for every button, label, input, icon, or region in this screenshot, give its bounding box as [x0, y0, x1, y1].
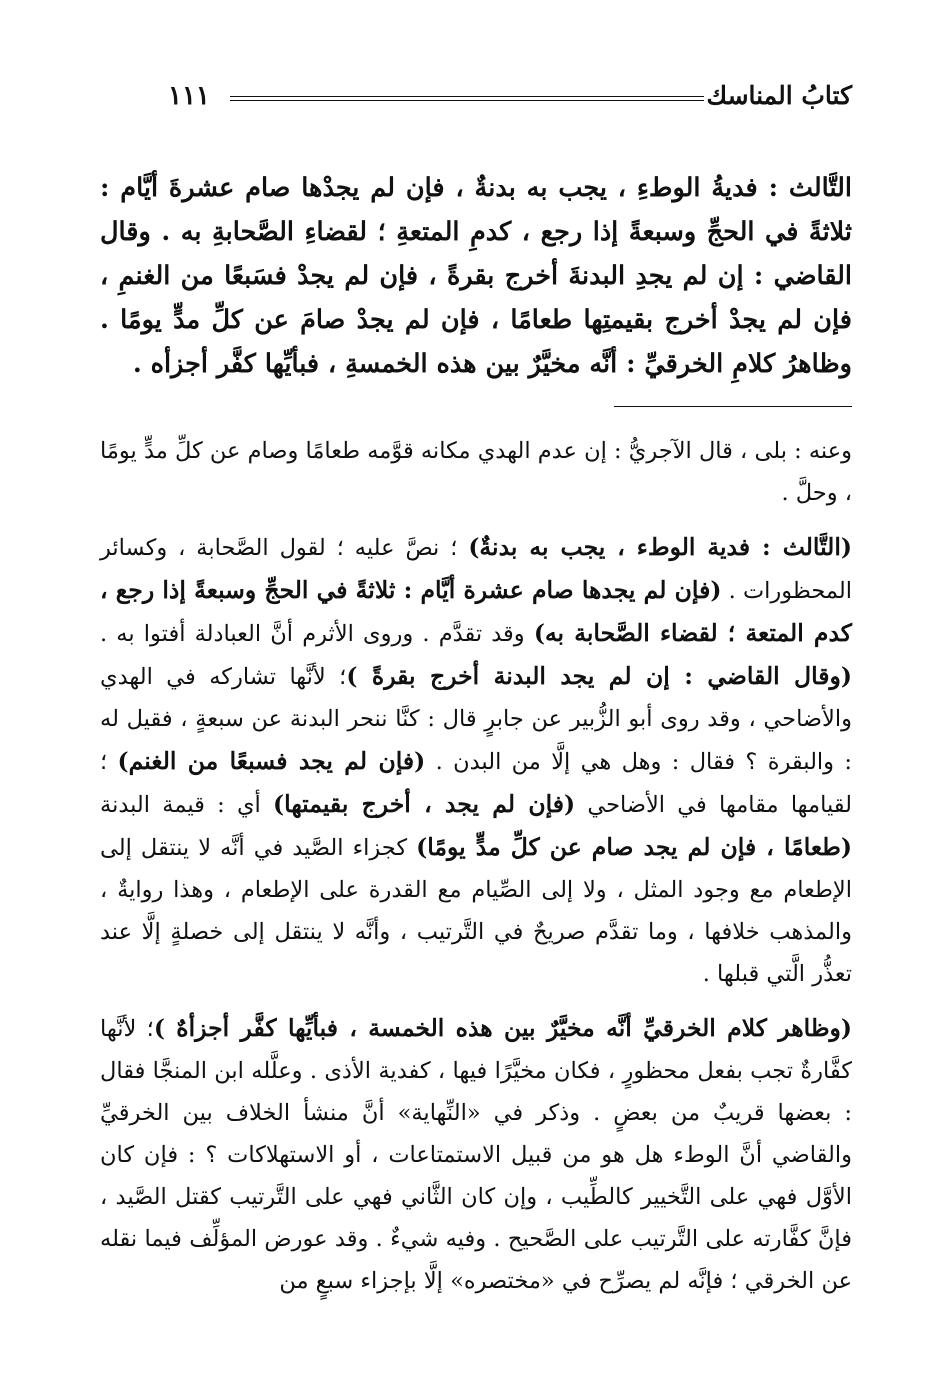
explanation-text: ؛ لأنَّها تشاركه في الهدي والأضاحي ، وقد روى أبو الزُّبير عن جابرٍ قال : كنَّا ننحر البدنة عن سبعةٍ ، فقيل له : والبقرة ؟ فقال : وهل هي إلَّا من البدن . [100, 664, 852, 775]
explanation-text: ؛ لقيامها مقامها في الأضاحي [100, 749, 852, 818]
explanation-text: أي : قيمة البدنة [100, 792, 274, 818]
commentary [100, 430, 852, 1314]
quoted-text: (وظاهر كلام الخرقيِّ أنَّه مخيَّرٌ بين هذه الخمسة ، فبأيِّها كفَّر أجزأهٌ ) [153, 1014, 852, 1042]
main-text: التَّالث : فديةُ الوطءِ ، يجب به بدنةٌ ، فإن لم يجدْها صام عشرةَ أيَّام : ثلاثةً في الحجِّ وسبعةً إذا رجع ، كدمِ المتعةِ ؛ لقضاءِ الصَّحابةِ به . وقال القاضي : إن لم يجدِ البدنةَ أخرج بقرةً ، فإن لم يجدْ فسَبعًا من الغنمِ ، فإن لم يجدْ أخرج بقيمتِها طعامًا ، فإن لم يجدْ صامَ عن كلِّ مدٍّ يومًا . وظاهرُ كلامِ الخرقيِّ : أنَّه مخيَّرٌ بين هذه الخمسةِ ، فبأيِّها كفَّر أجزأه . [100, 173, 852, 379]
footnote-separator [614, 406, 852, 407]
explanation-text: ؛ لأنَّها كفَّارةٌ تجب بفعل محظورٍ ، فكان مخيَّرًا فيها ، كفدية الأذى . وعلَّله ابن المنجَّا فقال : بعضها قريبٌ من بعضٍ . وذكر في «النِّهاية» أنَّ منشأ الخلاف بين الخرقيِّ والقاضي أنَّ الوطء هل هو من قبيل الاستمتاعات ، أو الاستهلاكات ؟ : فإن كان الأوَّل فهي على التَّخيير كالطِّيب ، وإن كان الثَّاني فهي على التَّرتيب كقتل الصَّيد ، فإنَّ كفَّارته على التَّرتيب على الصَّحيح . وفيه شيءٌ . وقد عورض المؤلِّف فيما نقله عن الخرقي ؛ فإنَّه لم يصرِّح في «مختصره» إلَّا بإجزاء سبعٍ من [100, 1016, 852, 1294]
quoted-text: (طعامًا ، فإن لم يجد صام عن كلِّ مدٍّ يومًا) [416, 833, 853, 861]
explanation-text: وقد تقدَّم . وروى الأثرم أنَّ العبادلة أفتوا به . [100, 621, 534, 647]
commentary-paragraph-3 [100, 1007, 852, 1302]
commentary-paragraph-2 [100, 526, 852, 995]
explanation-text: ؛ نصَّ عليه ؛ لقول الصَّحابة ، وكسائر المحظورات . [100, 535, 852, 604]
book-page [100, 0, 852, 1379]
quoted-text: (فإن لم يجدها صام عشرة أيَّام : ثلاثةً في الحجِّ وسبعةً إذا رجع ، كدم المتعة ؛ لقضاء الصَّحابة به) [100, 576, 852, 647]
running-header [100, 76, 852, 116]
quoted-text: (فإن لم يجد فسبعًا من الغنم) [117, 747, 426, 775]
header-title: كتابُ المناسك [706, 81, 852, 110]
page-number: ١١١ [168, 81, 210, 111]
quoted-text: (التَّالث : فدية الوطء ، يجب به بدنةٌ) [468, 533, 852, 561]
header-rule [230, 96, 704, 101]
quoted-text: (وقال القاضي : إن لم يجد البدنة أخرج بقرةً ) [346, 662, 852, 690]
quoted-text: (فإن لم يجد ، أخرج بقيمتها) [273, 790, 576, 818]
explanation-text: كجزاء الصَّيد في أنَّه لا ينتقل إلى الإطعام مع وجود المثل ، ولا إلى الصِّيام مع القدرة على الإطعام ، وهذا روايةٌ ، والمذهب خلافها ، وما تقدَّم صريحٌ في التَّرتيب ، وأنَّه لا ينتقل إلى خصلةٍ إلَّا عند تعذُّر الَّتي قبلها . [100, 835, 852, 987]
commentary-paragraph-1: وعنه : بلى ، قال الآجريُّ : إن عدم الهدي مكانه قوَّمه طعامًا وصام عن كلِّ مدٍّ يومًا ، وحلَّ . [100, 438, 852, 506]
